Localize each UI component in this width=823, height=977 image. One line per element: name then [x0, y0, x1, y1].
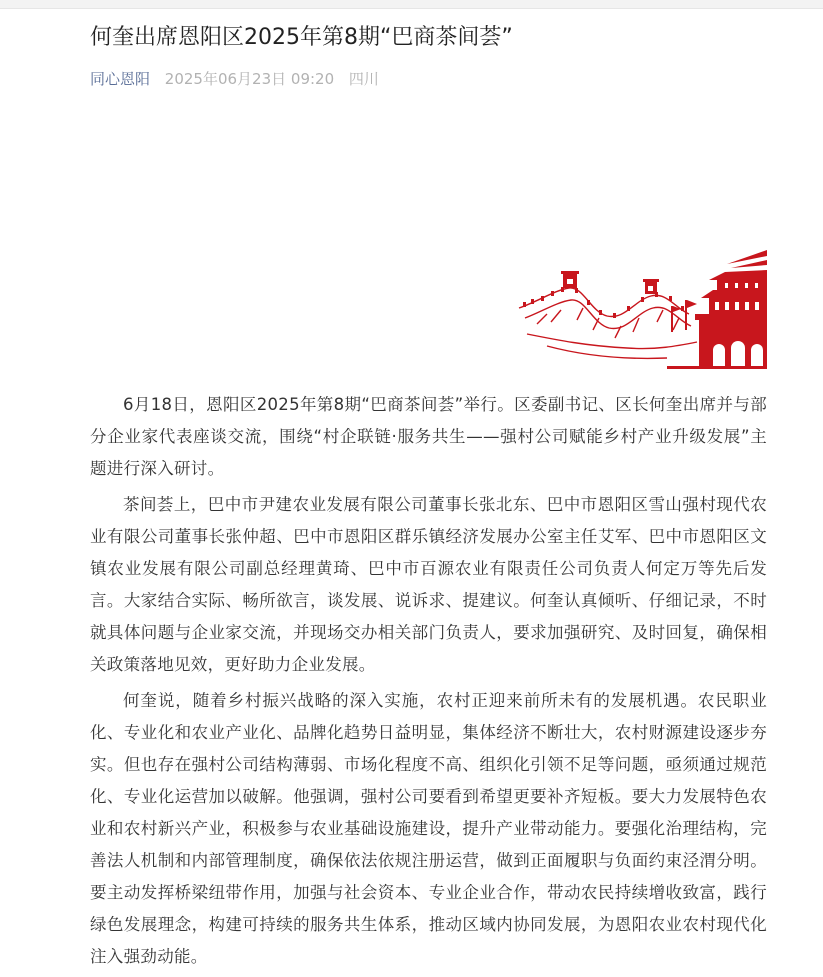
- great-wall-icon: [517, 250, 767, 380]
- article-title: 何奎出席恩阳区2025年第8期“巴商茶间荟”: [90, 25, 513, 50]
- banner-image: [90, 110, 767, 380]
- top-bar: [0, 0, 823, 9]
- article-meta: [90, 68, 379, 90]
- article-body: [90, 389, 767, 977]
- publish-time: 2025年06月23日 09:20: [164, 70, 335, 88]
- paragraph-2: 茶间荟上，巴中市尹建农业发展有限公司董事长张北东、巴中市恩阳区雪山强村现代农业有限公司董事长张仲超、巴中市恩阳区群乐镇经济发展办公室主任艾军、巴中市恩阳区文镇农业发展有限公司副总经理黄琦、巴中市百源农业有限责任公司负责人何定万等先后发言。大家结合实际、畅所欲言，谈发展、说诉求、提建议。何奎认真倾听、仔细记录，不时就具体问题与企业家交流，并现场交办相关部门负责人，要求加强研究、及时回复，确保相关政策落地见效，更好助力企业发展。: [90, 495, 767, 674]
- paragraph-1: 6月18日，恩阳区2025年第8期“巴商茶间荟”举行。区委副书记、区长何奎出席并与部分企业家代表座谈交流，围绕“村企联链·服务共生——强村公司赋能乡村产业升级发展”主题进行深入研讨。: [90, 395, 767, 478]
- paragraph-3: 何奎说，随着乡村振兴战略的深入实施，农村正迎来前所未有的发展机遇。农民职业化、专业化和农业产业化、品牌化趋势日益明显，集体经济不断壮大，农村财源建设逐步夯实。但也存在强村公司结构薄弱、市场化程度不高、组织化引领不足等问题，亟须通过规范化、专业化运营加以破解。他强调，强村公司要看到希望更要补齐短板。要大力发展特色农业和农村新兴产业，积极参与农业基础设施建设，提升产业带动能力。要强化治理结构，完善法人机制和内部管理制度，确保依法依规注册运营，做到正面履职与负面约束泾渭分明。要主动发挥桥梁纽带作用，加强与社会资本、专业企业合作，带动农民持续增收致富，践行绿色发展理念，构建可持续的服务共生体系，推动区域内协同发展，为恩阳农业农村现代化注入强劲动能。: [90, 691, 767, 966]
- source-account-link[interactable]: 同心恩阳: [90, 70, 151, 88]
- publish-location: 四川: [348, 70, 379, 88]
